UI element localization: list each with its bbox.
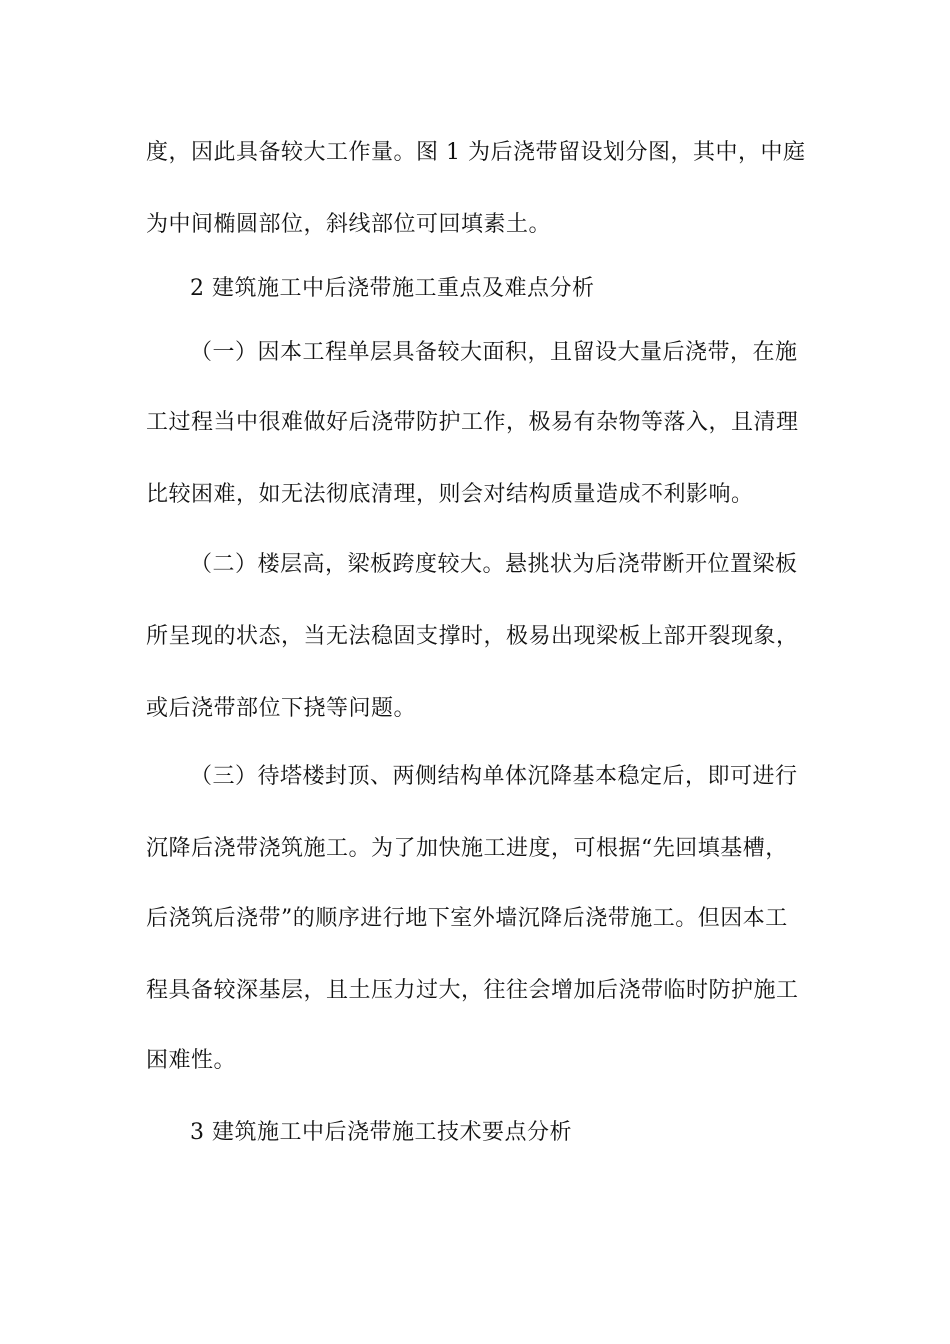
paragraph-line: 或后浇带部位下挠等问题。 — [146, 696, 417, 721]
paragraph-line: （三）待塔楼封顶、两侧结构单体沉降基本稳定后，即可进行 — [190, 764, 798, 789]
paragraph-line: （一）因本工程单层具备较大面积，且留设大量后浇带，在施 — [190, 340, 798, 365]
paragraph-line: 沉降后浇带浇筑施工。为了加快施工进度，可根据“先回填基槽， — [146, 836, 788, 861]
paragraph-line: 工过程当中很难做好后浇带防护工作，极易有杂物等落入，且清理 — [146, 410, 799, 435]
paragraph-line: 比较困难，如无法彻底清理，则会对结构质量造成不利影响。 — [146, 482, 754, 507]
paragraph-line: （二）楼层高，梁板跨度较大。悬挑状为后浇带断开位置梁板 — [190, 552, 798, 577]
paragraph-line: 困难性。 — [146, 1048, 237, 1073]
paragraph-line: 度，因此具备较大工作量。图 1 为后浇带留设划分图，其中，中庭 — [146, 140, 806, 165]
section-heading-3: 3 建筑施工中后浇带施工技术要点分析 — [190, 1120, 572, 1145]
paragraph-line: 后浇筑后浇带”的顺序进行地下室外墙沉降后浇带施工。但因本工 — [146, 906, 788, 931]
paragraph-line: 程具备较深基层，且土压力过大，往往会增加后浇带临时防护施工 — [146, 978, 799, 1003]
section-heading-2: 2 建筑施工中后浇带施工重点及难点分析 — [190, 276, 595, 301]
paragraph-line: 所呈现的状态，当无法稳固支撑时，极易出现梁板上部开裂现象， — [146, 624, 799, 649]
paragraph-line: 为中间椭圆部位，斜线部位可回填素土。 — [146, 212, 552, 237]
